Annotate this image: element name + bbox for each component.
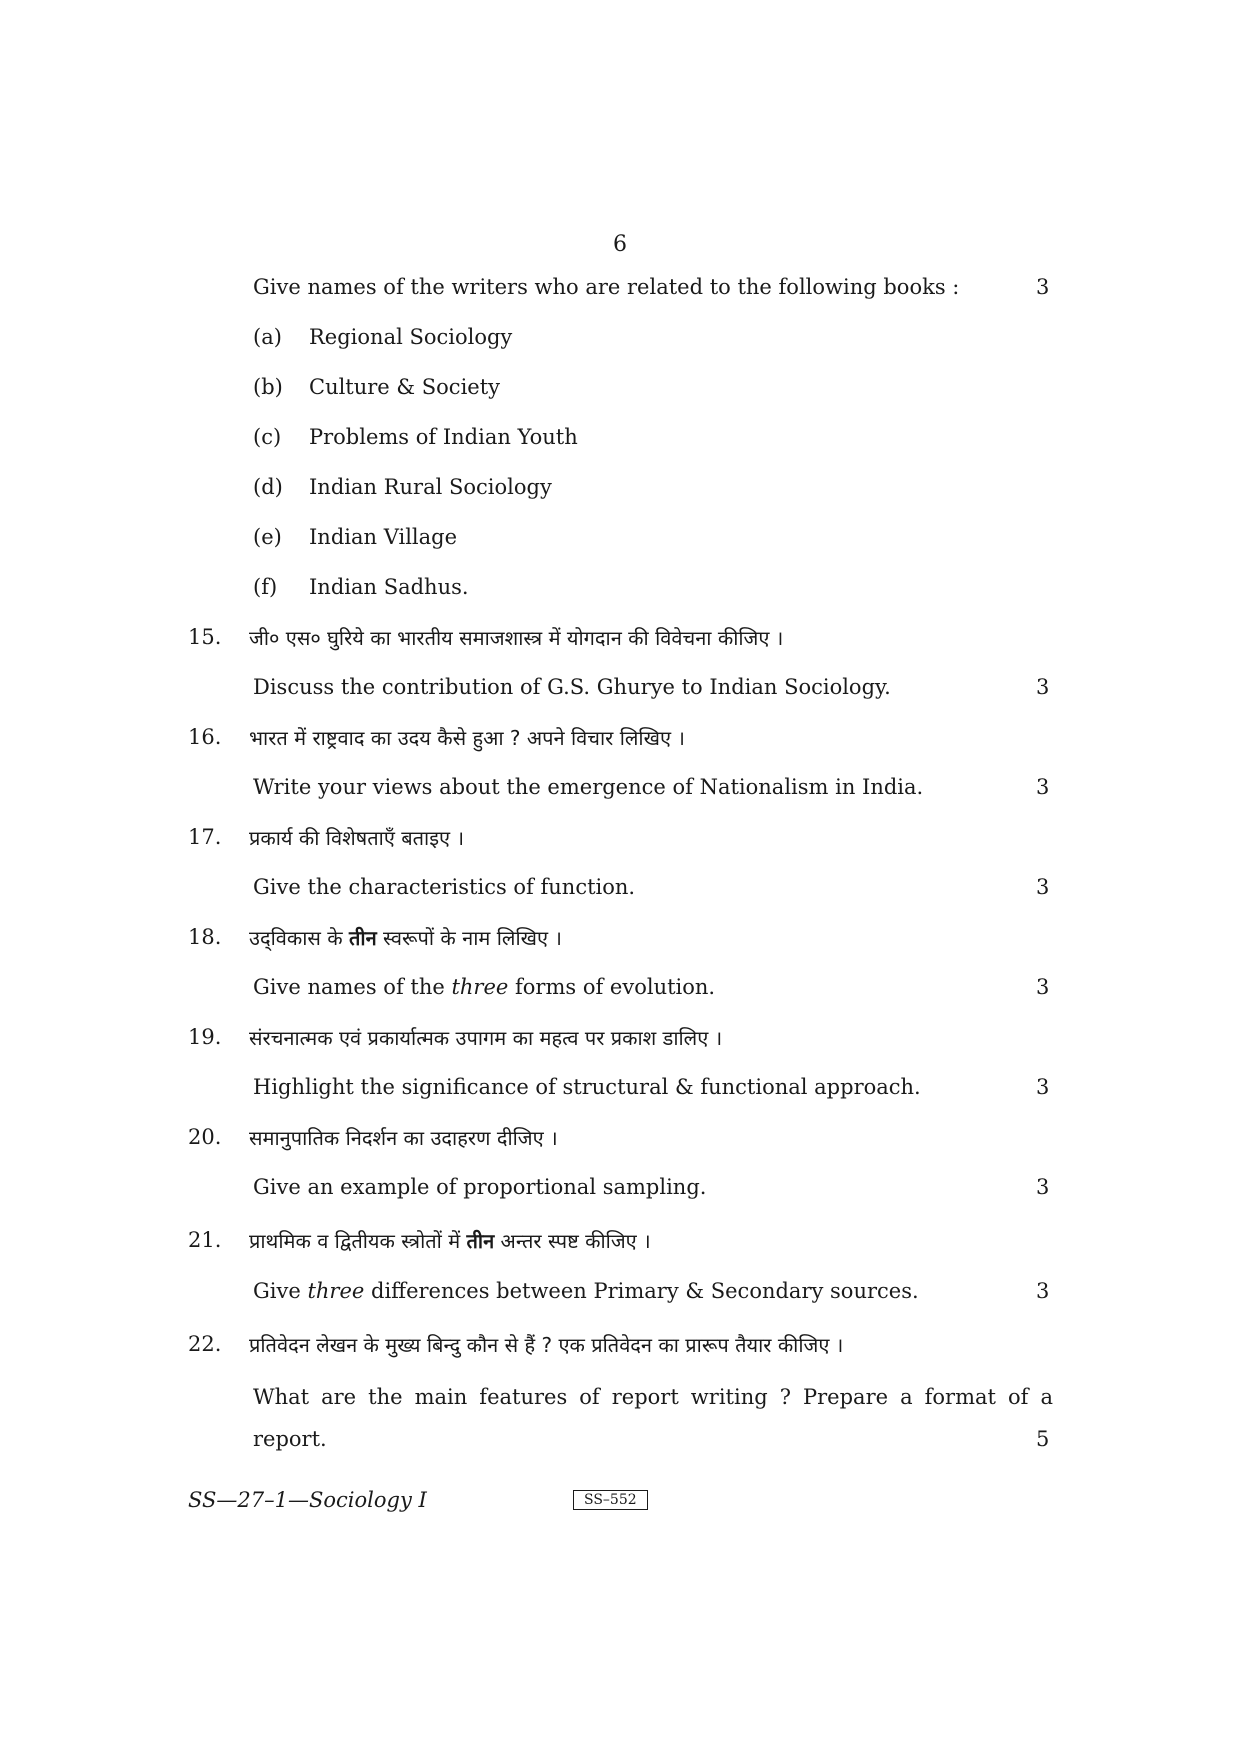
item-label: (f): [253, 575, 278, 599]
q16-english: Write your views about the emergence of Nationalism in India.: [253, 775, 924, 799]
q20-hindi: समानुपातिक निदर्शन का उदाहरण दीजिए ।: [249, 1126, 558, 1150]
q21-marks: 3: [1036, 1279, 1050, 1303]
q18-english-part: forms of evolution.: [508, 975, 716, 999]
q15-hindi: जी० एस० घुरिये का भारतीय समाजशास्त्र में योगदान की विवेचना कीजिए ।: [249, 626, 784, 650]
q18-marks: 3: [1036, 975, 1050, 999]
q18-hindi: [249, 924, 562, 951]
item-text: Indian Sadhus.: [309, 575, 469, 599]
item-label: (d): [253, 475, 283, 499]
q22-hindi: प्रतिवेदन लेखन के मुख्य बिन्दु कौन से हैं ? एक प्रतिवेदन का प्रारूप तैयार कीजिए ।: [249, 1333, 844, 1357]
q17-number: 17.: [188, 825, 222, 849]
q18-hindi-part: स्वरूपों के नाम लिखिए ।: [376, 926, 562, 950]
q21-english-part: Give: [253, 1279, 308, 1303]
q17-marks: 3: [1036, 875, 1050, 899]
q21-english-italic: three: [307, 1279, 365, 1303]
q18-english: [253, 975, 715, 999]
q15-number: 15.: [188, 625, 222, 649]
q21-hindi-part: प्राथमिक व द्वितीयक स्त्रोतों में: [249, 1229, 467, 1253]
q22-number: 22.: [188, 1332, 222, 1356]
q19-marks: 3: [1036, 1075, 1050, 1099]
item-text: Indian Rural Sociology: [309, 475, 552, 499]
q20-number: 20.: [188, 1125, 222, 1149]
item-text: Regional Sociology: [309, 325, 513, 349]
q21-hindi-bold: तीन: [466, 1229, 495, 1253]
item-label: (c): [253, 425, 282, 449]
q17-english: Give the characteristics of function.: [253, 875, 636, 899]
q22-english-line2: report.: [253, 1427, 327, 1451]
q14-prompt: Give names of the writers who are related to the following books :: [253, 275, 960, 299]
q16-number: 16.: [188, 725, 222, 749]
q20-marks: 3: [1036, 1175, 1050, 1199]
item-text: Culture & Society: [309, 375, 501, 399]
q22-marks: 5: [1036, 1427, 1050, 1451]
q21-hindi-part: अन्तर स्पष्ट कीजिए ।: [494, 1229, 651, 1253]
q15-marks: 3: [1036, 675, 1050, 699]
q16-marks: 3: [1036, 775, 1050, 799]
q21-english-part: differences between Primary & Secondary sources.: [364, 1279, 919, 1303]
q15-english: Discuss the contribution of G.S. Ghurye to Indian Sociology.: [253, 675, 891, 699]
q22-english-line1: What are the main features of report writing ? Prepare a format of a: [253, 1385, 1053, 1409]
q18-english-part: Give names of the: [253, 975, 452, 999]
q18-number: 18.: [188, 925, 222, 949]
q21-hindi: [249, 1227, 651, 1254]
q19-number: 19.: [188, 1025, 222, 1049]
item-text: Indian Village: [309, 525, 458, 549]
q21-number: 21.: [188, 1228, 222, 1252]
q16-hindi: भारत में राष्ट्रवाद का उदय कैसे हुआ ? अपने विचार लिखिए ।: [249, 726, 685, 750]
q21-english: [253, 1279, 919, 1303]
q19-english: Highlight the significance of structural & functional approach.: [253, 1075, 921, 1099]
q20-english: Give an example of proportional sampling.: [253, 1175, 707, 1199]
q14-marks: 3: [1036, 275, 1050, 299]
page-number: 6: [613, 232, 627, 257]
q19-hindi: संरचनात्मक एवं प्रकार्यात्मक उपागम का महत्व पर प्रकाश डालिए ।: [249, 1026, 723, 1050]
q18-hindi-part: उद्‌विकास के: [249, 926, 350, 950]
footer-paper-code: SS–552: [573, 1490, 648, 1510]
q17-hindi: प्रकार्य की विशेषताएँ बताइए ।: [249, 826, 465, 850]
footer-paper-title: SS—27–1—Sociology I: [188, 1488, 427, 1512]
q18-hindi-bold: तीन: [349, 926, 377, 950]
item-label: (e): [253, 525, 282, 549]
item-label: (a): [253, 325, 282, 349]
q18-english-italic: three: [451, 975, 509, 999]
item-text: Problems of Indian Youth: [309, 425, 578, 449]
item-label: (b): [253, 375, 283, 399]
